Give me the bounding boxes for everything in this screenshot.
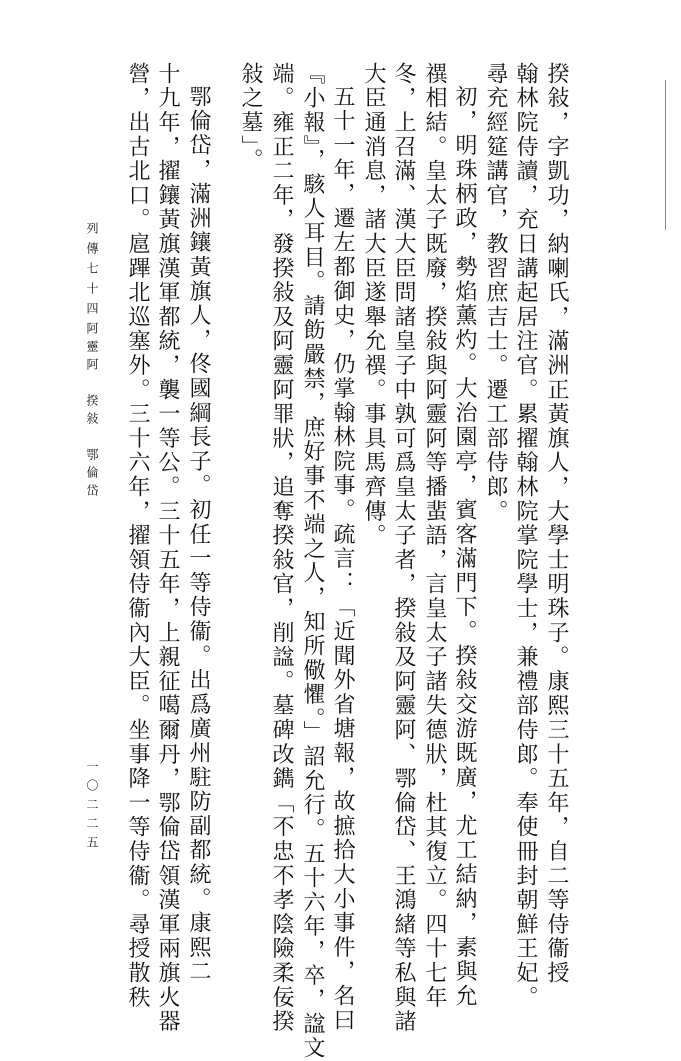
text-column: 五十一年，遷左都御史，仍掌翰林院事。疏言：「近聞外省塘報，故摭拾大小事件，名曰 xyxy=(330,85,355,1033)
page-edge-line xyxy=(665,80,666,230)
text-column: 十九年，擢鑲黃旗漢軍都統，襲一等公。三十五年，上親征噶爾丹，鄂倫岱領漢軍兩旗火器 xyxy=(155,62,180,1034)
text-column: 營，出古北口。扈蹕北巡塞外。三十六年，擢領侍衞內大臣。坐事降一等侍衞。尋授散秩 xyxy=(125,62,150,1010)
text-column: 初，明珠柄政，勢焰薰灼。大治園亭，賓客滿門下。揆敍交游既廣，尤工結納，素與允 xyxy=(452,85,477,1009)
text-column: 『小報』，駭人耳目。請飭嚴禁，庶好事不端之人，知所儆懼。」詔允行。五十六年，卒，諡文 xyxy=(300,62,325,1061)
text-column: 翰林院侍讀，充日講起居注官。累擢翰林院掌院學士，兼禮部侍郎。奉使冊封朝鮮王妃。 xyxy=(513,62,538,1010)
text-column: 冬，上召滿、漢大臣問諸皇子中孰可爲皇太子者，揆敍及阿靈阿、鄂倫岱、王鴻緒等私與諸 xyxy=(391,62,416,1034)
text-column: 鄂倫岱，滿洲鑲黃旗人，佟國綱長子。初任一等侍衞。出爲廣州駐防副都統。康熙二 xyxy=(186,85,211,985)
running-header-names: 阿靈阿 揆敍 鄂倫岱 xyxy=(85,322,99,502)
text-column: 禩相結。皇太子既廢，揆敍與阿靈阿等播蜚語，言皇太子諸失德狀，杜其復立。四十七年 xyxy=(422,62,447,1010)
page-number: 一〇二二五 xyxy=(85,760,99,855)
text-column: 敍之墓」。 xyxy=(238,62,263,173)
text-column: 端。雍正二年，發揆敍及阿靈阿罪狀，追奪揆敍官，削諡。墓碑改鐫「不忠不孝陰險柔佞揆 xyxy=(269,62,294,1034)
text-column: 大臣通消息，諸大臣遂舉允禩。事具馬齊傳。 xyxy=(361,62,386,548)
text-column: 揆敍，字凱功，納喇氏，滿洲正黃旗人，大學士明珠子。康熙三十五年，自二等侍衞授 xyxy=(544,62,569,986)
text-column: 尋充經筵講官，教習庶吉士。遷工部侍郎。 xyxy=(483,62,508,524)
running-header-volume: 列傳七十四 xyxy=(85,222,99,322)
